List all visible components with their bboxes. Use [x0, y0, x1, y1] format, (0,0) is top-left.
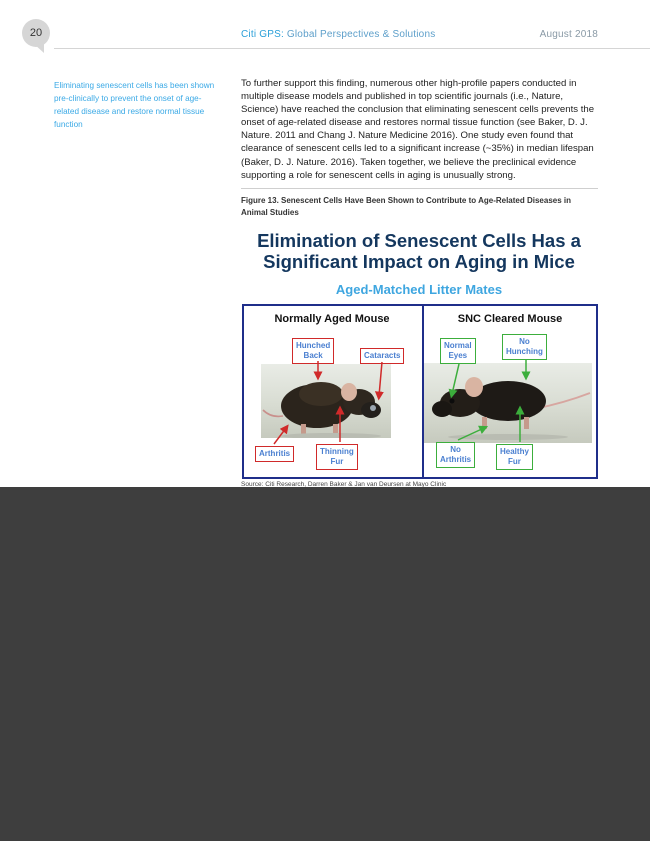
label-normal-eyes [440, 338, 476, 364]
label-arthritis: Arthritis [255, 446, 294, 462]
header-title: Global Perspectives & Solutions [286, 29, 436, 40]
label-no-hunching-text: No Hunching [506, 337, 543, 356]
healthy-mouse-illustration [424, 363, 592, 443]
figure-source: Source: Citi Research, Darren Baker & Jan van Deursen at Mayo Clinic [241, 481, 447, 487]
right-panel-title: SNC Cleared Mouse [457, 313, 563, 325]
label-thinning-fur [316, 444, 358, 470]
margin-note: Eliminating senescent cells has been shown pre-clinically to prevent the onset of age-related disease and restore normal tissue function [54, 81, 215, 129]
header-divider [54, 48, 650, 49]
running-header [241, 29, 435, 40]
figure-caption: Figure 13. Senescent Cells Have Been Shown to Contribute to Age-Related Diseases in Animal Studies [241, 196, 572, 217]
label-hunched-back [292, 338, 334, 364]
label-no-hunching [502, 334, 547, 360]
aged-mouse-illustration [261, 364, 391, 438]
figure-divider [241, 188, 598, 189]
viewer-background [0, 487, 650, 841]
label-cataracts: Cataracts [360, 348, 404, 364]
label-no-arthritis [436, 442, 475, 468]
infographic-title: Elimination of Senescent Cells Has a Significant Impact on Aging in Mice [257, 230, 581, 272]
comparison-panel [242, 304, 598, 479]
mouse-infographic [240, 226, 598, 482]
page-number-badge: 20 [22, 19, 50, 47]
label-healthy-fur [496, 444, 533, 470]
label-no-arthritis-text: No Arthritis [440, 445, 472, 464]
label-normal-eyes-text: Normal Eyes [444, 341, 472, 360]
infographic-subtitle: Aged-Matched Litter Mates [335, 282, 503, 297]
page-badge-tail [34, 44, 44, 53]
label-hunched-back-text: Hunched Back [296, 341, 331, 360]
aged-mouse-photo [261, 364, 391, 438]
brand-name: Citi GPS: [241, 29, 284, 40]
label-thinning-fur-text: Thinning Fur [320, 447, 354, 466]
left-panel-title: Normally Aged Mouse [274, 313, 390, 325]
snc-cleared-mouse-photo [424, 363, 592, 443]
header-date: August 2018 [539, 29, 598, 40]
body-paragraph: To further support this finding, numerous other high-profile papers conducted in multiple disease models and published in top scientific journals (i.e., Nature, Science) have reached the conclusion that eliminating senescent cells prevents the onset of age-related disease and restores normal tissue function (see Baker, D. J. Nature. 2011 and Chang J. Nature Medicine 2016). One study even found that clearance of senescent cells led to a significant increase (~35%) in median lifespan (Baker, D. J. Nature. 2016). Taken together, we believe the preclinical evidence supporting a role for senescent cells in aging is unusually strong. [241, 78, 595, 181]
label-healthy-fur-text: Healthy Fur [500, 447, 529, 466]
